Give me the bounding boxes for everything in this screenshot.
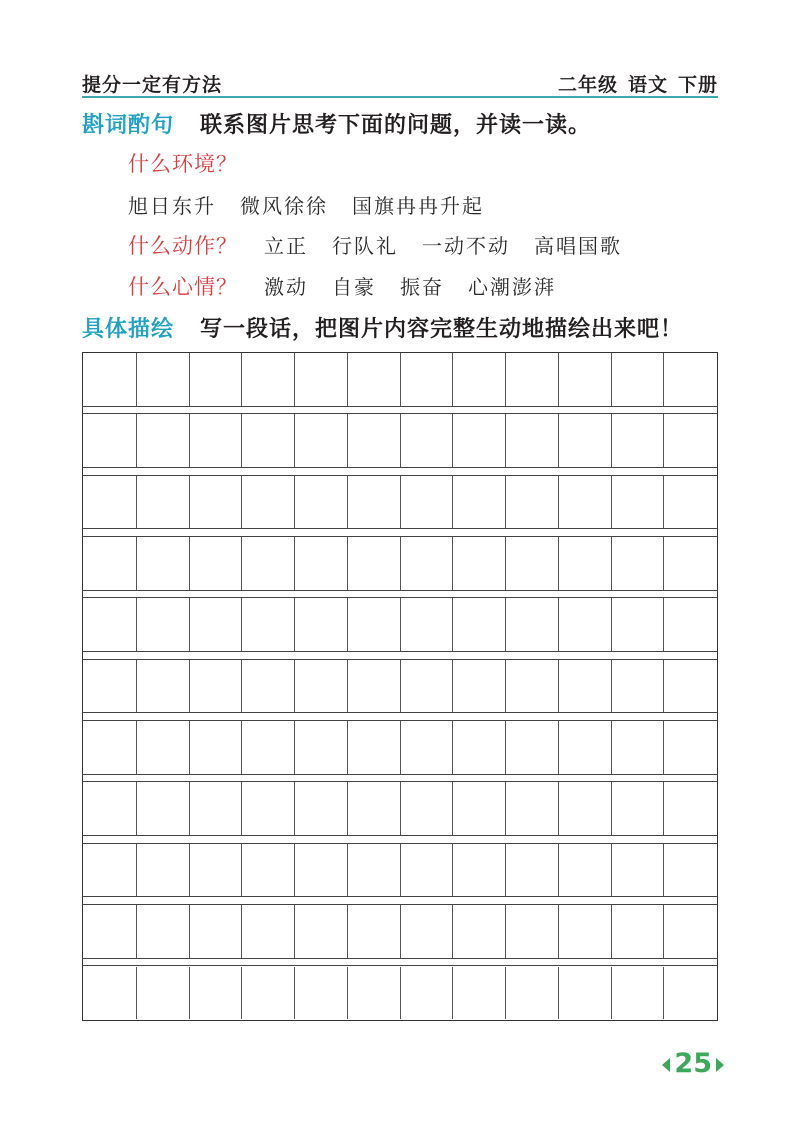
- section-word-choice-instruction: 联系图片思考下面的问题，并读一读。: [200, 113, 592, 138]
- grid-column-line: [189, 476, 190, 529]
- word-item: 高唱国歌: [534, 234, 622, 258]
- grid-column-line: [347, 353, 348, 406]
- grid-column-line: [347, 598, 348, 651]
- grid-column-line: [611, 844, 612, 897]
- grid-column-line: [136, 414, 137, 467]
- grid-column-line: [400, 537, 401, 590]
- grid-column-line: [189, 905, 190, 958]
- grid-column-line: [400, 476, 401, 529]
- grid-column-line: [347, 967, 348, 1020]
- grid-column-line: [558, 476, 559, 529]
- word-item: 振奋: [400, 275, 444, 299]
- grid-row-gap: [83, 712, 717, 721]
- grid-column-line: [347, 414, 348, 467]
- grid-column-line: [400, 598, 401, 651]
- grid-column-line: [663, 844, 664, 897]
- grid-column-line: [136, 660, 137, 713]
- grid-row-gap: [83, 835, 717, 844]
- grid-column-line: [189, 967, 190, 1020]
- grid-column-line: [294, 721, 295, 774]
- grid-column-line: [189, 537, 190, 590]
- volume-label: 下册: [677, 74, 718, 96]
- grid-column-line: [241, 598, 242, 651]
- grid-column-line: [452, 414, 453, 467]
- grid-column-line: [663, 905, 664, 958]
- grid-column-line: [241, 782, 242, 835]
- grid-row-gap: [83, 406, 717, 415]
- grid-column-line: [294, 537, 295, 590]
- grid-column-line: [241, 353, 242, 406]
- prev-triangle-icon: [662, 1058, 670, 1072]
- question-row-action: [128, 230, 646, 260]
- grid-column-line: [189, 782, 190, 835]
- grid-row-gap: [83, 651, 717, 660]
- word-item: 自豪: [332, 275, 376, 299]
- word-item: 微风徐徐: [240, 194, 328, 218]
- grid-column-line: [294, 905, 295, 958]
- word-item: 一动不动: [422, 234, 510, 258]
- grid-column-line: [452, 905, 453, 958]
- grid-column-line: [558, 598, 559, 651]
- grid-column-line: [452, 721, 453, 774]
- grid-column-line: [505, 476, 506, 529]
- grid-column-line: [505, 537, 506, 590]
- grid-column-line: [611, 905, 612, 958]
- grid-column-line: [241, 844, 242, 897]
- grid-column-line: [452, 537, 453, 590]
- grid-column-line: [505, 353, 506, 406]
- grid-column-line: [558, 905, 559, 958]
- grid-column-line: [663, 476, 664, 529]
- grid-column-line: [611, 782, 612, 835]
- grid-column-line: [400, 660, 401, 713]
- grid-column-line: [400, 844, 401, 897]
- grid-column-line: [505, 414, 506, 467]
- grid-column-line: [294, 660, 295, 713]
- grid-column-line: [663, 414, 664, 467]
- grid-column-line: [663, 598, 664, 651]
- header-divider: [82, 96, 718, 98]
- grid-column-line: [611, 967, 612, 1020]
- grid-column-line: [558, 721, 559, 774]
- grid-column-line: [347, 721, 348, 774]
- grid-column-line: [189, 598, 190, 651]
- grade-label: 二年级: [557, 74, 618, 96]
- grid-column-line: [505, 782, 506, 835]
- grid-column-line: [241, 476, 242, 529]
- grid-column-line: [347, 905, 348, 958]
- grid-column-line: [189, 660, 190, 713]
- section-description-instruction: 写一段话，把图片内容完整生动地描绘出来吧！: [200, 317, 684, 342]
- grid-column-line: [452, 476, 453, 529]
- grid-column-line: [189, 721, 190, 774]
- grid-column-line: [400, 414, 401, 467]
- word-item: 旭日东升: [128, 194, 216, 218]
- grid-column-line: [611, 353, 612, 406]
- grid-column-line: [241, 721, 242, 774]
- grid-column-line: [505, 905, 506, 958]
- grid-column-line: [400, 353, 401, 406]
- grid-column-line: [347, 782, 348, 835]
- grid-column-line: [611, 721, 612, 774]
- grid-column-line: [452, 598, 453, 651]
- question-label: 什么环境？: [128, 152, 238, 176]
- grid-row-gap: [83, 467, 717, 476]
- grid-column-line: [505, 967, 506, 1020]
- grid-column-line: [136, 537, 137, 590]
- question-row-environment: [128, 148, 238, 178]
- grid-column-line: [294, 476, 295, 529]
- grid-column-line: [505, 660, 506, 713]
- word-item: 行队礼: [332, 234, 398, 258]
- grid-column-line: [400, 967, 401, 1020]
- next-triangle-icon: [716, 1058, 724, 1072]
- grid-column-line: [241, 537, 242, 590]
- word-item: 激动: [264, 275, 308, 299]
- grid-column-line: [558, 844, 559, 897]
- grid-column-line: [400, 721, 401, 774]
- question-label: 什么心情？: [128, 275, 238, 299]
- question-label: 什么动作？: [128, 234, 238, 258]
- word-item: 国旗冉冉升起: [352, 194, 484, 218]
- grid-row-gap: [83, 958, 717, 967]
- grid-column-line: [347, 660, 348, 713]
- grid-column-line: [136, 476, 137, 529]
- grid-column-line: [663, 967, 664, 1020]
- grid-column-line: [347, 476, 348, 529]
- grid-column-line: [294, 782, 295, 835]
- section-description-heading: [82, 312, 683, 343]
- book-series-title: 提分一定有方法: [82, 74, 223, 96]
- section-word-choice-heading: [82, 108, 591, 139]
- grid-column-line: [294, 353, 295, 406]
- grid-column-line: [558, 967, 559, 1020]
- grid-row-gap: [83, 896, 717, 905]
- grid-row-gap: [83, 590, 717, 599]
- grid-column-line: [558, 537, 559, 590]
- grid-column-line: [611, 537, 612, 590]
- question-row-mood: [128, 271, 580, 301]
- grid-column-line: [663, 782, 664, 835]
- grid-column-line: [241, 905, 242, 958]
- grid-column-line: [611, 476, 612, 529]
- grid-row-gap: [83, 528, 717, 537]
- grid-column-line: [136, 598, 137, 651]
- word-item: 心潮澎湃: [468, 275, 556, 299]
- grid-column-line: [136, 905, 137, 958]
- grid-column-line: [400, 905, 401, 958]
- grid-column-line: [452, 782, 453, 835]
- grid-column-line: [136, 353, 137, 406]
- grid-column-line: [452, 660, 453, 713]
- grid-column-line: [347, 537, 348, 590]
- grid-column-line: [136, 721, 137, 774]
- grid-column-line: [294, 844, 295, 897]
- section-description-title: 具体描绘: [82, 317, 175, 342]
- grid-column-line: [558, 660, 559, 713]
- book-info: [548, 70, 718, 97]
- grid-column-line: [663, 537, 664, 590]
- word-item: 立正: [264, 234, 308, 258]
- grid-column-line: [611, 414, 612, 467]
- grid-column-line: [558, 782, 559, 835]
- grid-column-line: [505, 844, 506, 897]
- grid-column-line: [558, 414, 559, 467]
- grid-column-line: [452, 967, 453, 1020]
- word-row-environment: [128, 190, 508, 219]
- grid-column-line: [294, 598, 295, 651]
- grid-column-line: [136, 782, 137, 835]
- grid-column-line: [611, 660, 612, 713]
- grid-column-line: [189, 353, 190, 406]
- section-word-choice-title: 斟词酌句: [82, 113, 175, 138]
- grid-column-line: [452, 353, 453, 406]
- grid-column-line: [136, 844, 137, 897]
- grid-column-line: [452, 844, 453, 897]
- grid-column-line: [241, 660, 242, 713]
- grid-column-line: [294, 967, 295, 1020]
- page-number: [662, 1048, 724, 1079]
- grid-column-line: [663, 721, 664, 774]
- grid-column-line: [189, 414, 190, 467]
- grid-column-line: [294, 414, 295, 467]
- writing-grid[interactable]: [82, 352, 718, 1021]
- grid-column-line: [241, 967, 242, 1020]
- grid-column-line: [400, 782, 401, 835]
- grid-column-line: [347, 844, 348, 897]
- grid-column-line: [241, 414, 242, 467]
- grid-column-line: [505, 598, 506, 651]
- grid-column-line: [663, 660, 664, 713]
- grid-column-line: [558, 353, 559, 406]
- page-number-text: 25: [674, 1048, 712, 1079]
- grid-column-line: [663, 353, 664, 406]
- grid-row-gap: [83, 774, 717, 783]
- grid-column-line: [189, 844, 190, 897]
- grid-column-line: [136, 967, 137, 1020]
- subject-label: 语文: [627, 74, 668, 96]
- grid-column-line: [505, 721, 506, 774]
- grid-column-line: [611, 598, 612, 651]
